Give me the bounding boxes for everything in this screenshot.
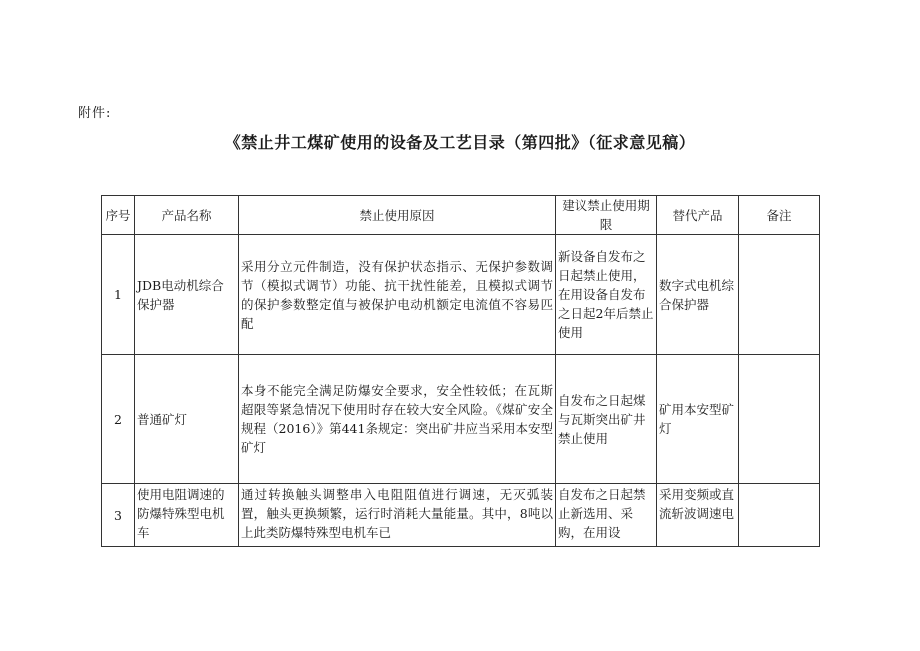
table-header-row — [102, 196, 820, 235]
prohibition-period: 自发布之日起煤与瓦斯突出矿井禁止使用 — [556, 355, 657, 484]
remark — [739, 235, 820, 355]
table-row — [102, 355, 820, 484]
col-header-name: 产品名称 — [135, 196, 239, 235]
col-header-reason: 禁止使用原因 — [239, 196, 556, 235]
table-row — [102, 235, 820, 355]
replacement-product: 数字式电机综合保护器 — [657, 235, 739, 355]
col-header-period: 建议禁止使用期限 — [556, 196, 657, 235]
table-row — [102, 484, 820, 547]
product-name: 普通矿灯 — [135, 355, 239, 484]
replacement-product: 采用变频或直流斩波调速电 — [657, 484, 739, 547]
product-name: 使用电阻调速的防爆特殊型电机车 — [135, 484, 239, 547]
prohibition-reason: 本身不能完全满足防爆安全要求，安全性较低；在瓦斯超限等紧急情况下使用时存在较大安全风险。《煤矿安全规程（2016）》第441条规定：突出矿井应当采用本安型矿灯 — [239, 355, 556, 484]
col-header-no: 序号 — [102, 196, 135, 235]
product-name: JDB电动机综合保护器 — [135, 235, 239, 355]
document-title: 《禁止井工煤矿使用的设备及工艺目录（第四批》（征求意见稿） — [224, 133, 696, 152]
remark — [739, 484, 820, 547]
prohibition-period: 新设备自发布之日起禁止使用，在用设备自发布之日起2年后禁止使用 — [556, 235, 657, 355]
row-number: 2 — [102, 355, 135, 484]
col-header-note: 备注 — [739, 196, 820, 235]
prohibition-reason: 通过转换触头调整串入电阻阻值进行调速，无灭弧装置，触头更换频繁，运行时消耗大量能量。其中，8吨以上此类防爆特殊型电机车已 — [239, 484, 556, 547]
prohibition-reason: 采用分立元件制造，没有保护状态指示、无保护参数调节（模拟式调节）功能、抗干扰性能差，且模拟式调节的保护参数整定值与被保护电动机额定电流值不容易匹配 — [239, 235, 556, 355]
row-number: 1 — [102, 235, 135, 355]
replacement-product: 矿用本安型矿灯 — [657, 355, 739, 484]
attachment-label: 附件: — [78, 106, 112, 121]
col-header-replacement: 替代产品 — [657, 196, 739, 235]
equipment-table — [101, 195, 820, 547]
prohibition-period: 自发布之日起禁止新选用、采购，在用设 — [556, 484, 657, 547]
row-number: 3 — [102, 484, 135, 547]
remark — [739, 355, 820, 484]
